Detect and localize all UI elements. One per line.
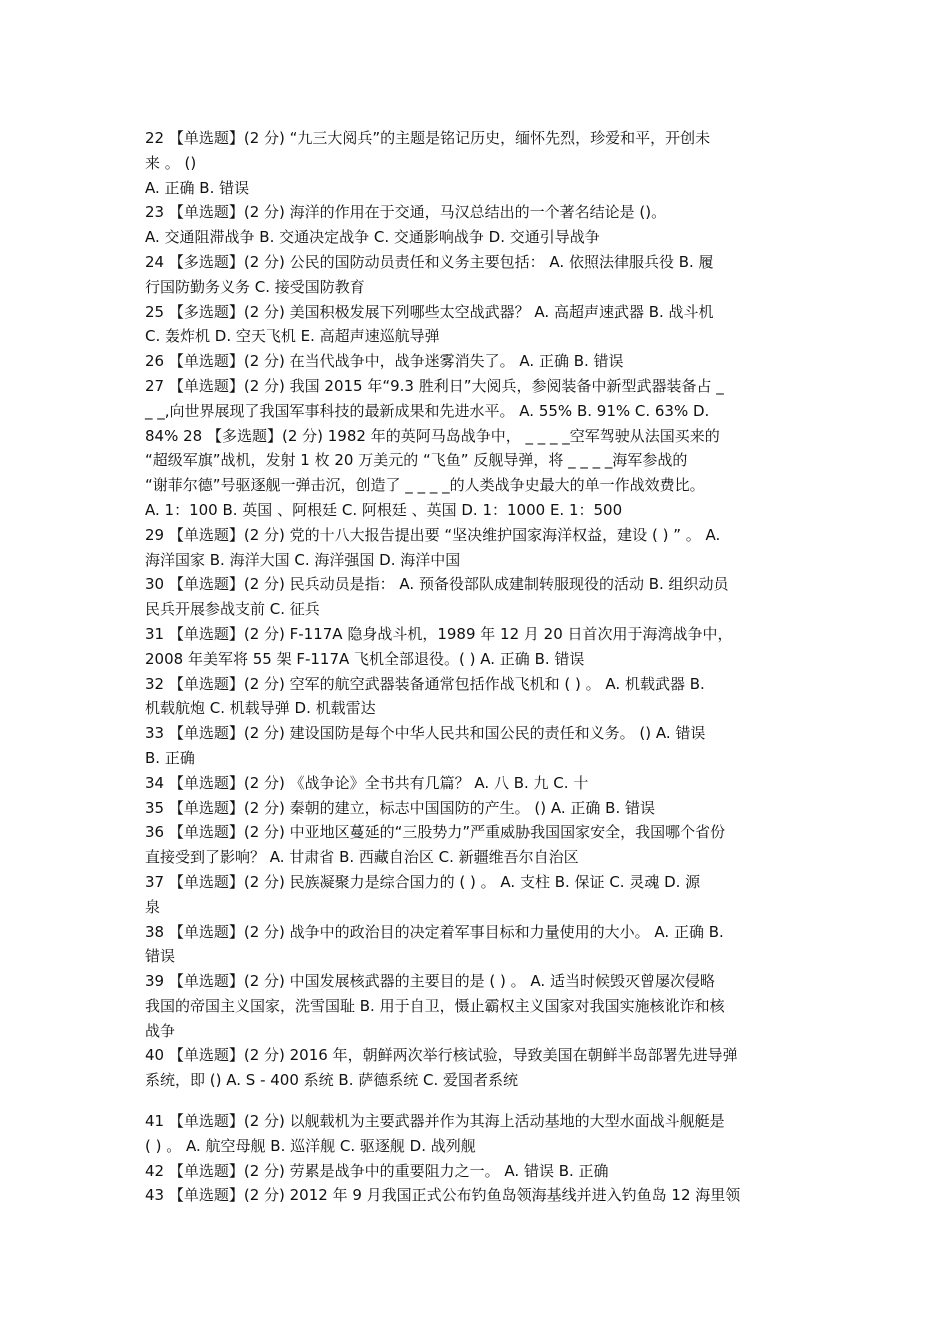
text-line: 33 【单选题】(2 分) 建设国防是每个中华人民共和国公民的责任和义务。 () A. 错误: [145, 724, 706, 743]
text-line: 系统，即 () A. S - 400 系统 B. 萨德系统 C. 爱国者系统: [145, 1071, 519, 1090]
text-line: 泉: [145, 897, 161, 916]
text-line: “超级军旗”战机，发射 1 枚 20 万美元的 “飞鱼” 反舰导弹，将 _ _ _ _海军参战的: [145, 451, 688, 470]
text-line: 30 【单选题】(2 分) 民兵动员是指： A. 预备役部队成建制转服现役的活动 B. 组织动员: [145, 575, 729, 594]
text-line: A. 交通阻滞战争 B. 交通决定战争 C. 交通影响战争 D. 交通引导战争: [145, 228, 600, 247]
text-line: 24 【多选题】(2 分) 公民的国防动员责任和义务主要包括： A. 依照法律服兵役 B. 履: [145, 252, 714, 271]
text-line: 43 【单选题】(2 分) 2012 年 9 月我国正式公布钓鱼岛领海基线并进入钓鱼岛 12 海里领: [145, 1186, 741, 1205]
text-line: 25 【多选题】(2 分) 美国积极发展下列哪些太空战武器？ A. 高超声速武器 B. 战斗机: [145, 302, 714, 321]
text-line: 40 【单选题】(2 分) 2016 年，朝鲜两次举行核试验，导致美国在朝鲜半岛部署先进导弹: [145, 1046, 738, 1065]
text-line: 42 【单选题】(2 分) 劳累是战争中的重要阻力之一。 A. 错误 B. 正确: [145, 1161, 609, 1180]
text-line: 36 【单选题】(2 分) 中亚地区蔓延的“三股势力”严重威胁我国国家安全，我国哪个省份: [145, 823, 726, 842]
text-line: 2008 年美军将 55 架 F-117A 飞机全部退役。( ) A. 正确 B. 错误: [145, 649, 585, 668]
question-text-block: [145, 126, 815, 1208]
text-line: 38 【单选题】(2 分) 战争中的政治目的决定着军事目标和力量使用的大小。 A. 正确 B.: [145, 922, 724, 941]
text-line: 直接受到了影响？ A. 甘肃省 B. 西藏自治区 C. 新疆维吾尔自治区: [145, 848, 579, 867]
text-line: 26 【单选题】(2 分) 在当代战争中，战争迷雾消失了。 A. 正确 B. 错误: [145, 352, 624, 371]
text-line: 来 。 (): [145, 153, 197, 172]
text-line: 27 【单选题】(2 分) 我国 2015 年“9.3 胜利日”大阅兵，参阅装备中新型武器装备占 _: [145, 376, 724, 395]
text-line: 31 【单选题】(2 分) F-117A 隐身战斗机，1989 年 12 月 20 日首次用于海湾战争中，: [145, 624, 733, 643]
text-line: 22 【单选题】(2 分) “九三大阅兵”的主题是铭记历史，缅怀先烈，珍爱和平，开创未: [145, 129, 711, 147]
text-line: _ _,向世界展现了我国军事科技的最新成果和先进水平。 A. 55% B. 91% C. 63% D.: [145, 401, 710, 420]
text-line: 行国防勤务义务 C. 接受国防教育: [145, 277, 365, 296]
text-line: 35 【单选题】(2 分) 秦朝的建立，标志中国国防的产生。 () A. 正确 B. 错误: [145, 798, 656, 817]
text-line: 战争: [145, 1021, 176, 1040]
text-line: 37 【单选题】(2 分) 民族凝聚力是综合国力的 ( ) 。 A. 支柱 B. 保证 C. 灵魂 D. 源: [145, 872, 701, 891]
text-line: C. 轰炸机 D. 空天飞机 E. 高超声速巡航导弹: [145, 327, 440, 346]
text-line: 34 【单选题】(2 分) 《战争论》全书共有几篇？ A. 八 B. 九 C. 十: [145, 773, 589, 792]
text-line: 民兵开展参战支前 C. 征兵: [145, 600, 320, 619]
text-line: 机载航炮 C. 机载导弹 D. 机载雷达: [145, 699, 376, 718]
text-line: 我国的帝国主义国家，洗雪国耻 B. 用于自卫，慑止霸权主义国家对我国实施核讹诈和核: [145, 996, 725, 1015]
text-line: 海洋国家 B. 海洋大国 C. 海洋强国 D. 海洋中国: [145, 550, 461, 569]
text-line: “谢菲尔德”号驱逐舰一弹击沉，创造了 _ _ _ _的人类战争史最大的单一作战效费比。: [145, 476, 705, 495]
text-line: 23 【单选题】(2 分) 海洋的作用在于交通，马汉总结出的一个著名结论是 ()。: [145, 203, 667, 222]
paragraph-gap: [145, 1093, 815, 1109]
text-line: A. 正确 B. 错误: [145, 178, 250, 197]
text-line: A. 1：100 B. 英国 、阿根廷 C. 阿根廷 、英国 D. 1：1000 E. 1：500: [145, 500, 623, 519]
text-line: 错误: [145, 947, 176, 966]
text-line: 29 【单选题】(2 分) 党的十八大报告提出要 “坚决维护国家海洋权益，建设 ( ) ” 。 A.: [145, 525, 721, 544]
text-line: ( ) 。 A. 航空母舰 B. 巡洋舰 C. 驱逐舰 D. 战列舰: [145, 1136, 476, 1155]
text-line: 32 【单选题】(2 分) 空军的航空武器装备通常包括作战飞机和 ( ) 。 A. 机载武器 B.: [145, 674, 705, 693]
text-line: B. 正确: [145, 748, 195, 767]
text-line: 41 【单选题】(2 分) 以舰载机为主要武器并作为其海上活动基地的大型水面战斗舰艇是: [145, 1112, 725, 1131]
text-line: 39 【单选题】(2 分) 中国发展核武器的主要目的是 ( ) 。 A. 适当时候毁灭曾屡次侵略: [145, 972, 715, 991]
text-line: 84% 28 【多选题】(2 分) 1982 年的英阿马岛战争中， _ _ _ _空军驾驶从法国买来的: [145, 426, 720, 445]
